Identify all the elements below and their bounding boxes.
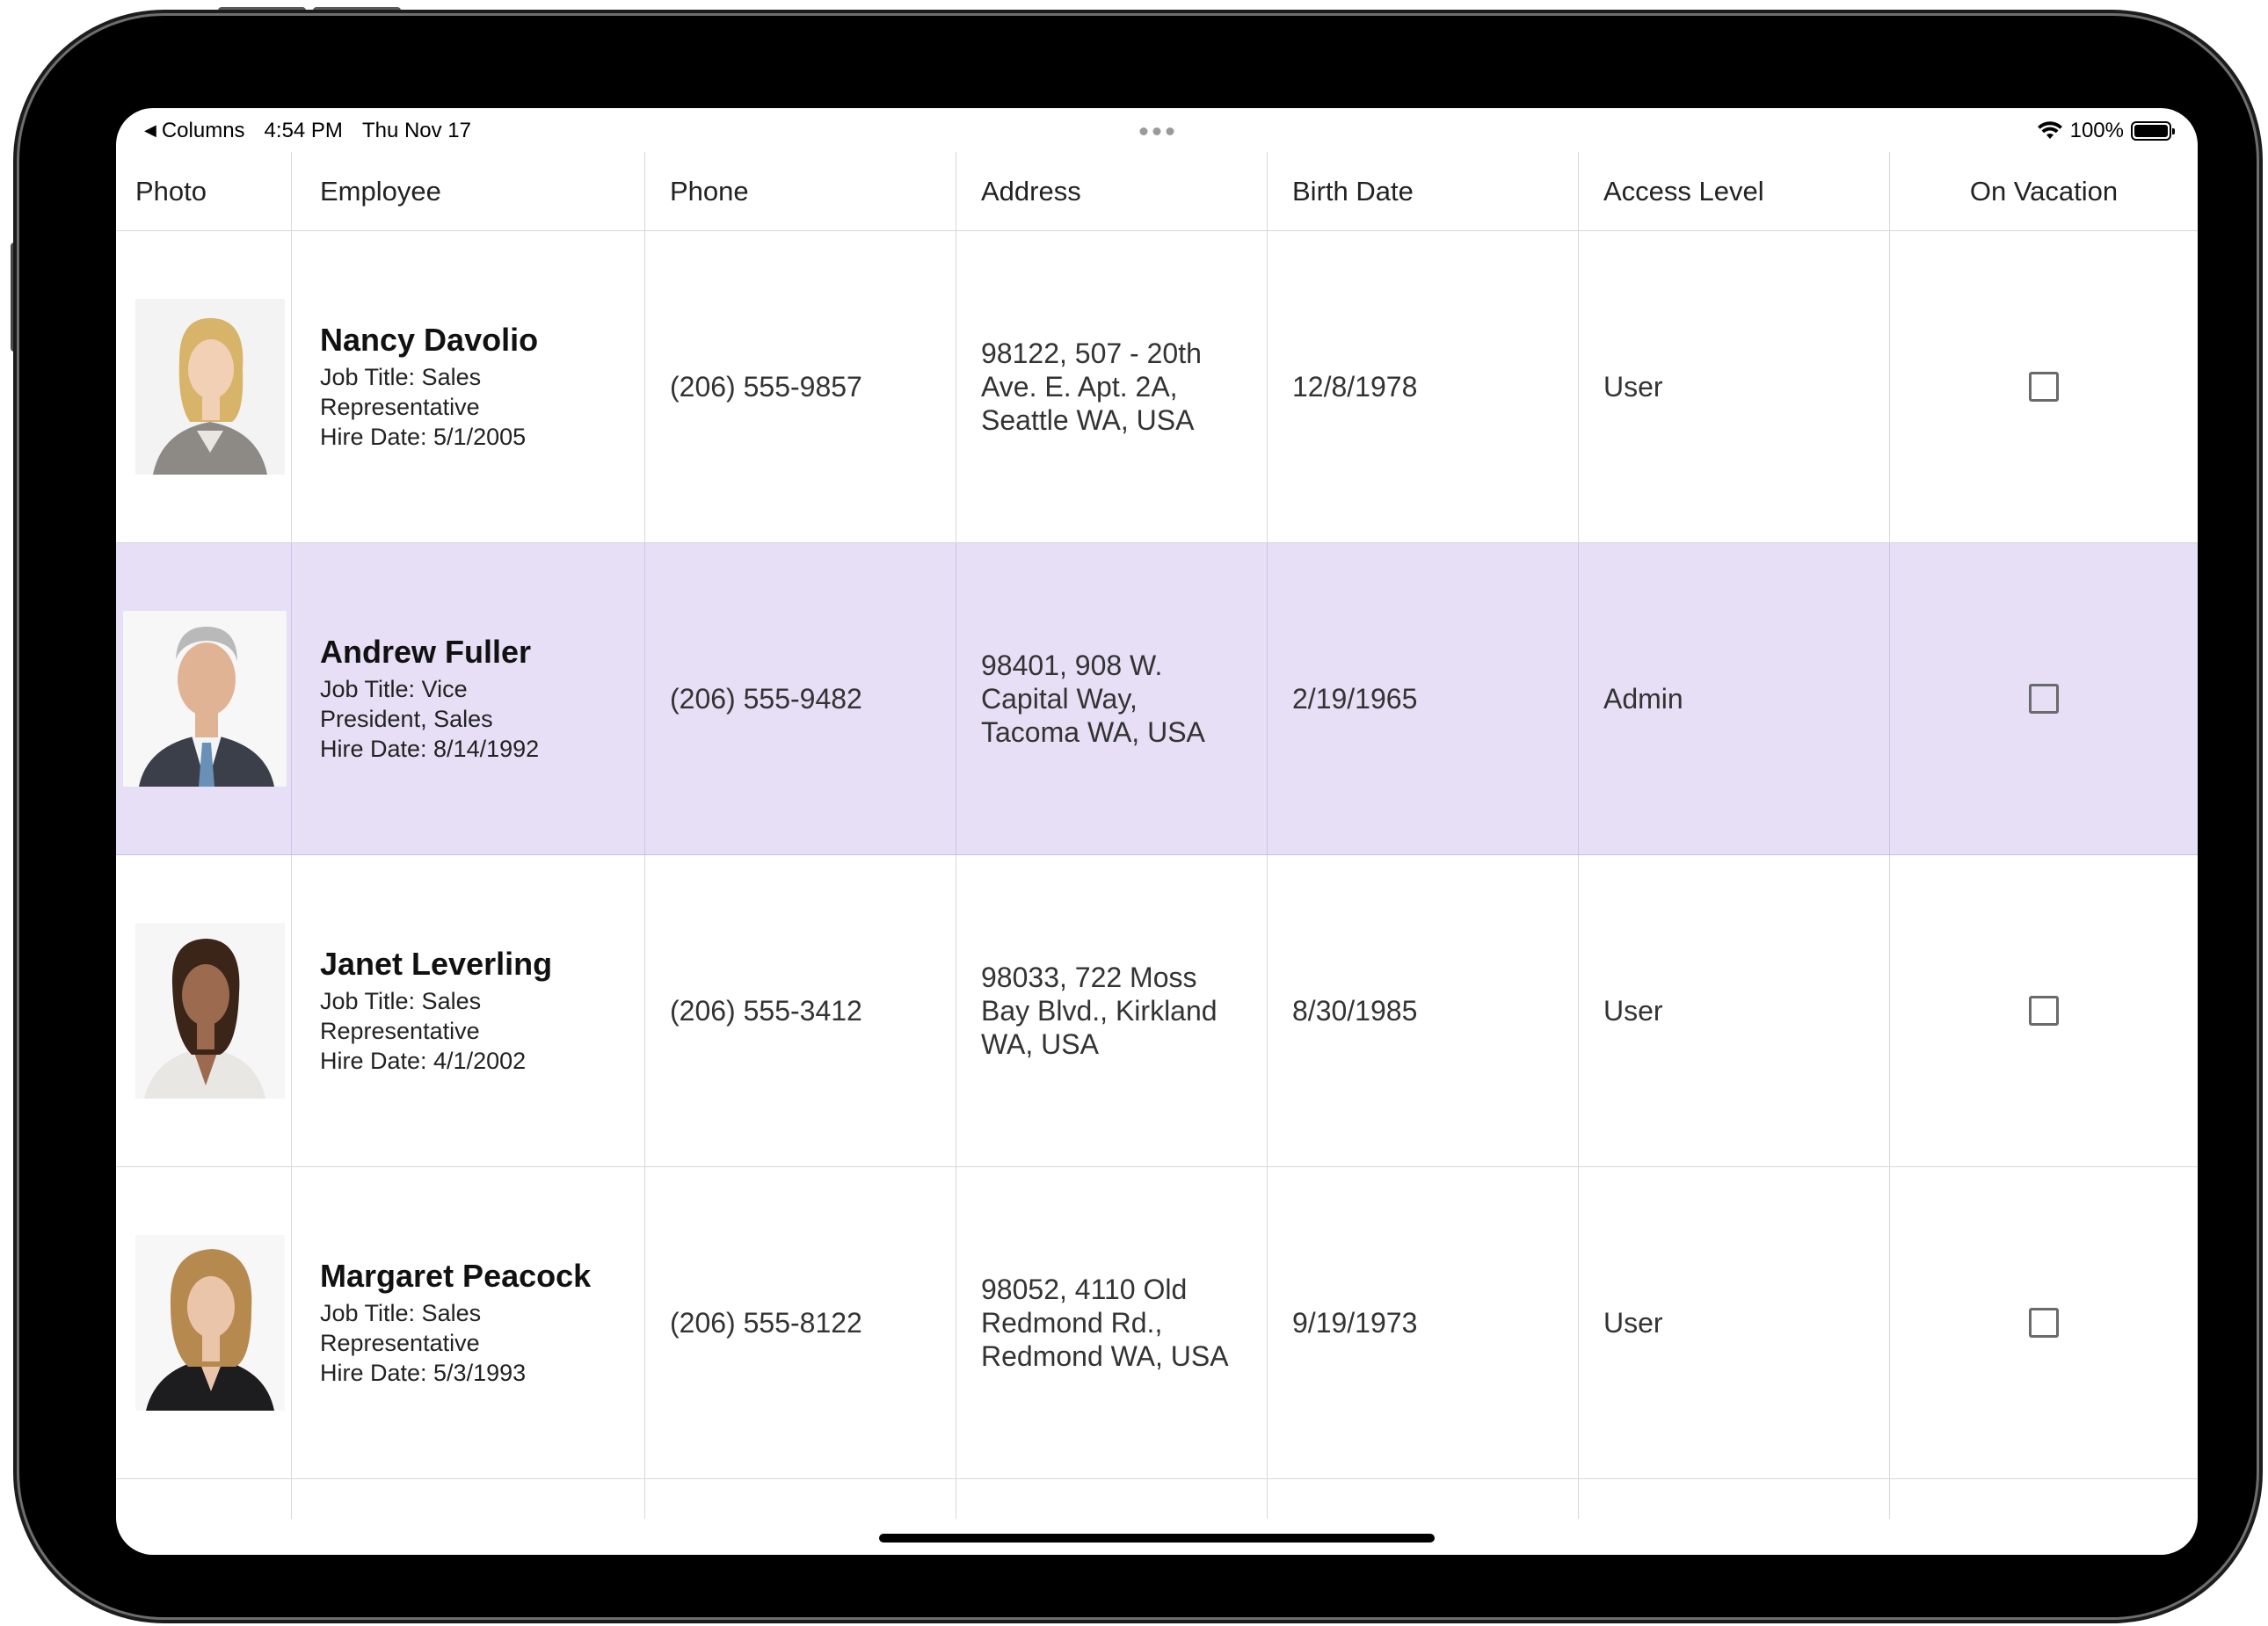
filler-cell xyxy=(116,1479,292,1519)
address-line-2: Bay Blvd., Kirkland xyxy=(981,995,1218,1027)
table-row-selected[interactable] xyxy=(116,543,2198,855)
address-cell xyxy=(956,1167,1268,1478)
device-volume-button xyxy=(218,7,306,16)
wifi-icon xyxy=(2037,121,2063,141)
access-level-cell: User xyxy=(1579,855,1890,1166)
filler-cell xyxy=(1268,1479,1579,1519)
employee-cell xyxy=(292,543,645,854)
status-bar xyxy=(116,108,2198,152)
status-right xyxy=(2037,119,2171,143)
phone-cell: (206) 555-8122 xyxy=(645,1167,956,1478)
battery-percent: 100% xyxy=(2069,119,2124,142)
filler-cell xyxy=(956,1479,1268,1519)
address-line-1: 98033, 722 Moss xyxy=(981,962,1197,993)
access-level-cell: User xyxy=(1579,231,1890,542)
grid-header-row xyxy=(116,152,2198,231)
screen xyxy=(116,108,2198,1555)
birth-date-cell: 8/30/1985 xyxy=(1268,855,1579,1166)
column-header-birth-date[interactable]: Birth Date xyxy=(1268,152,1579,231)
employee-photo xyxy=(135,299,285,475)
employee-cell xyxy=(292,231,645,542)
on-vacation-checkbox[interactable] xyxy=(2029,1308,2059,1338)
status-date: Thu Nov 17 xyxy=(361,119,472,142)
back-arrow-icon[interactable]: ◀ xyxy=(144,120,156,139)
filler-cell xyxy=(1890,1479,2198,1519)
status-left xyxy=(144,119,471,143)
job-title-line-2: Representative xyxy=(320,1018,480,1044)
address-line-3: Tacoma WA, USA xyxy=(981,716,1205,748)
address-line-3: Seattle WA, USA xyxy=(981,404,1195,436)
employee-cell xyxy=(292,1167,645,1478)
column-header-access-level[interactable]: Access Level xyxy=(1579,152,1890,231)
partial-row xyxy=(116,1479,2198,1519)
filler-cell xyxy=(645,1479,956,1519)
address-line-2: Ave. E. Apt. 2A, xyxy=(981,371,1178,403)
table-row[interactable] xyxy=(116,231,2198,543)
birth-date-cell: 9/19/1973 xyxy=(1268,1167,1579,1478)
device-power-button xyxy=(313,7,401,16)
hire-date: Hire Date: 5/1/2005 xyxy=(320,424,527,450)
address-line-1: 98401, 908 W. xyxy=(981,650,1163,681)
hire-date: Hire Date: 4/1/2002 xyxy=(320,1048,527,1074)
job-title-line-2: Representative xyxy=(320,1330,480,1356)
job-title-line-1: Job Title: Vice xyxy=(320,676,468,702)
employee-photo xyxy=(135,923,285,1099)
on-vacation-checkbox[interactable] xyxy=(2029,684,2059,714)
address-cell xyxy=(956,543,1268,854)
multitasking-menu-icon[interactable] xyxy=(1140,127,1174,135)
on-vacation-cell xyxy=(1890,1167,2198,1478)
column-header-phone[interactable]: Phone xyxy=(645,152,956,231)
battery-icon xyxy=(2131,121,2171,141)
address-line-1: 98052, 4110 Old xyxy=(981,1274,1188,1305)
job-title-line-2: Representative xyxy=(320,394,480,420)
job-title-line-2: President, Sales xyxy=(320,706,493,732)
employee-data-grid xyxy=(116,152,2198,1519)
employee-cell xyxy=(292,855,645,1166)
job-title-line-1: Job Title: Sales xyxy=(320,364,482,390)
phone-cell: (206) 555-9482 xyxy=(645,543,956,854)
column-header-on-vacation[interactable]: On Vacation xyxy=(1969,176,2119,207)
column-header-photo[interactable]: Photo xyxy=(116,152,292,231)
photo-cell xyxy=(116,1167,292,1478)
address-line-1: 98122, 507 - 20th xyxy=(981,338,1202,369)
address-cell xyxy=(956,855,1268,1166)
back-to-app-link[interactable]: Columns xyxy=(161,119,245,142)
hire-date: Hire Date: 5/3/1993 xyxy=(320,1360,527,1386)
hire-date: Hire Date: 8/14/1992 xyxy=(320,736,540,762)
employee-photo xyxy=(135,1235,285,1411)
address-line-2: Redmond Rd., xyxy=(981,1307,1163,1339)
address-line-3: WA, USA xyxy=(981,1028,1099,1060)
job-title-line-1: Job Title: Sales xyxy=(320,1300,482,1326)
employee-name: Nancy Davolio xyxy=(320,322,539,358)
table-row[interactable] xyxy=(116,855,2198,1167)
ipad-frame xyxy=(19,16,2257,1617)
column-header-employee[interactable]: Employee xyxy=(292,152,645,231)
employee-name: Andrew Fuller xyxy=(320,634,532,670)
employee-name: Janet Leverling xyxy=(320,946,553,982)
on-vacation-cell xyxy=(1890,855,2198,1166)
access-level-cell: Admin xyxy=(1579,543,1890,854)
on-vacation-checkbox[interactable] xyxy=(2029,996,2059,1026)
access-level-cell: User xyxy=(1579,1167,1890,1478)
on-vacation-cell xyxy=(1890,231,2198,542)
birth-date-cell: 12/8/1978 xyxy=(1268,231,1579,542)
home-indicator[interactable] xyxy=(879,1534,1435,1543)
job-title-line-1: Job Title: Sales xyxy=(320,988,482,1014)
on-vacation-checkbox[interactable] xyxy=(2029,372,2059,402)
on-vacation-cell xyxy=(1890,543,2198,854)
employee-name: Margaret Peacock xyxy=(320,1258,592,1294)
employee-photo xyxy=(123,611,287,787)
phone-cell: (206) 555-3412 xyxy=(645,855,956,1166)
address-cell xyxy=(956,231,1268,542)
phone-cell: (206) 555-9857 xyxy=(645,231,956,542)
filler-cell xyxy=(1579,1479,1890,1519)
address-line-2: Capital Way, xyxy=(981,683,1138,715)
address-line-3: Redmond WA, USA xyxy=(981,1340,1229,1372)
photo-cell xyxy=(116,855,292,1166)
column-header-address[interactable]: Address xyxy=(956,152,1268,231)
photo-cell xyxy=(116,231,292,542)
status-time: 4:54 PM xyxy=(264,119,343,142)
filler-cell xyxy=(292,1479,645,1519)
table-row[interactable] xyxy=(116,1167,2198,1479)
birth-date-cell: 2/19/1965 xyxy=(1268,543,1579,854)
photo-cell xyxy=(116,543,292,854)
